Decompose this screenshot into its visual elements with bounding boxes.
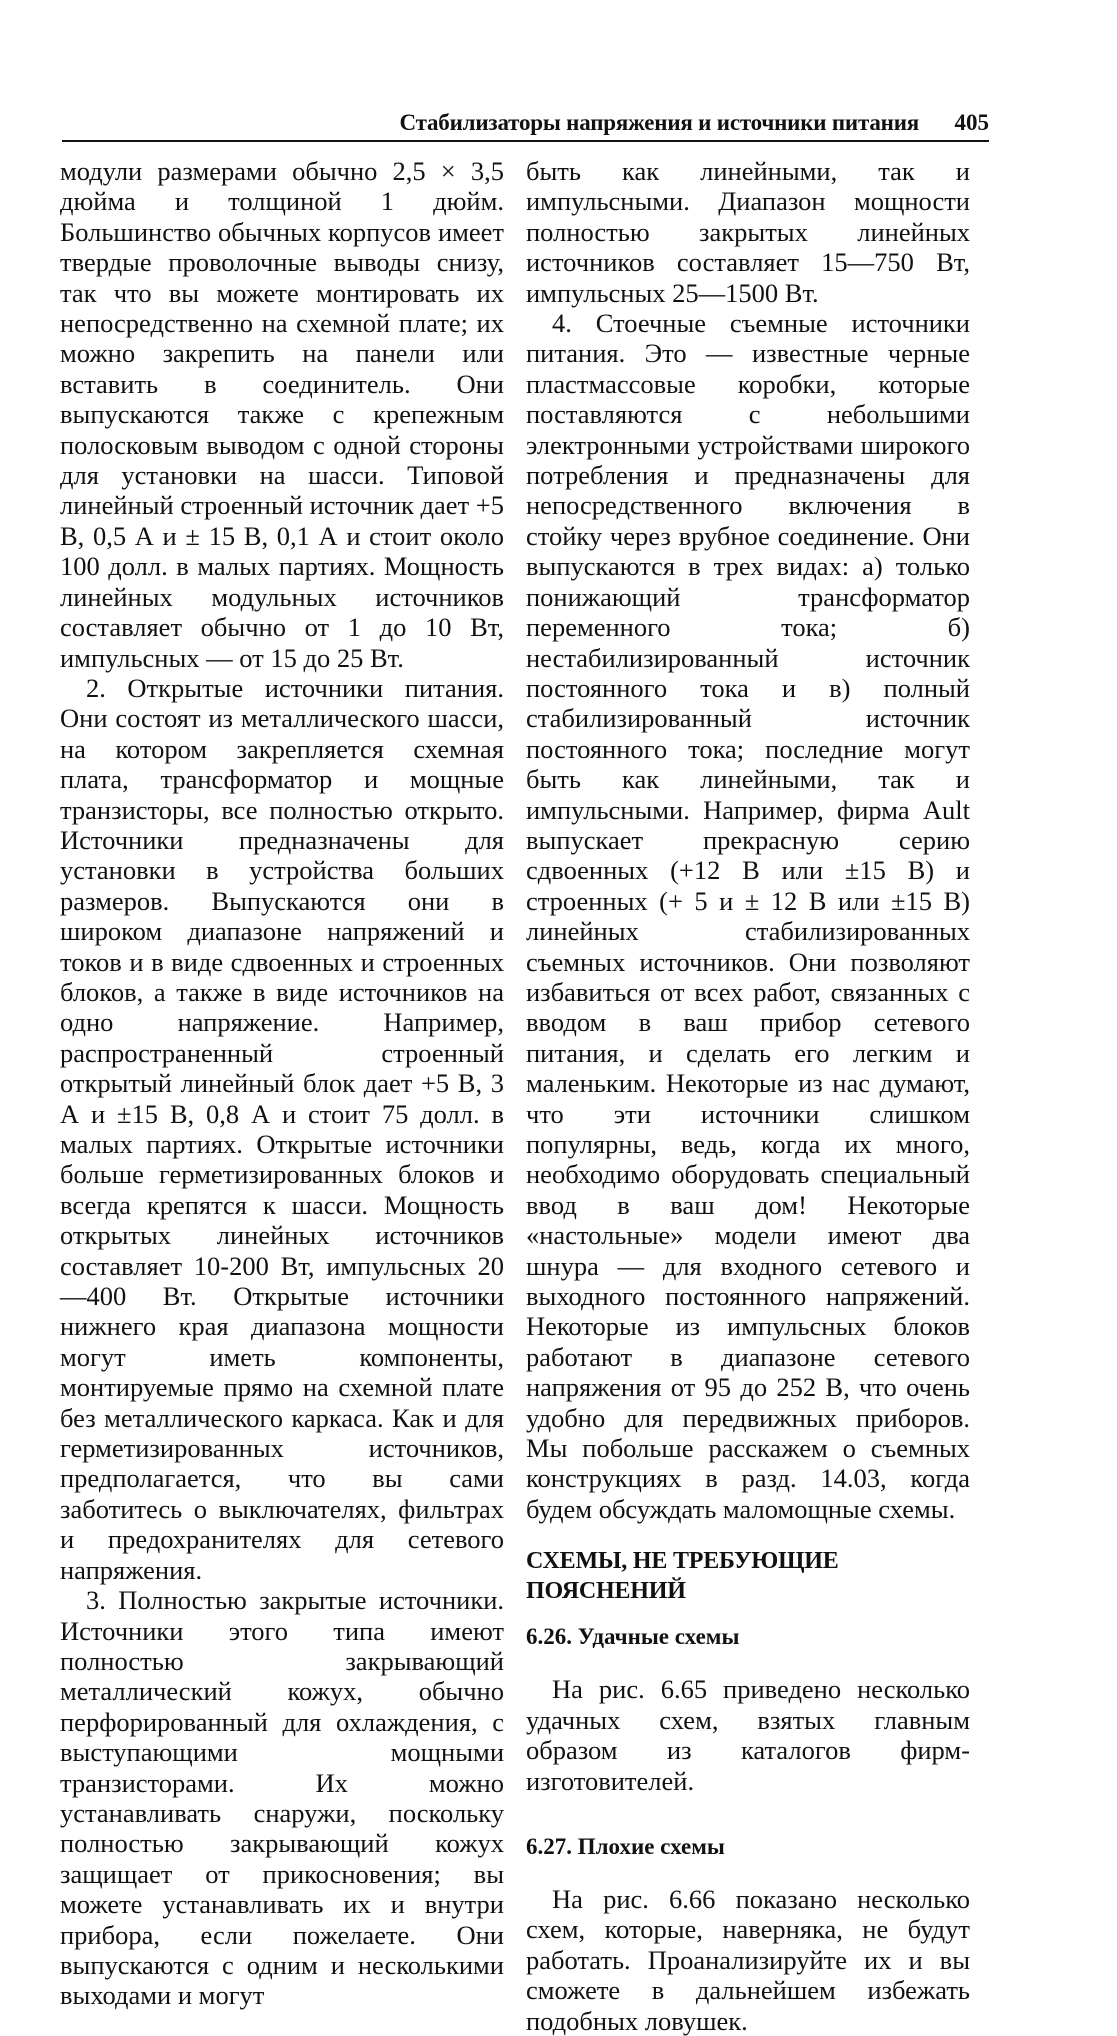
right-column bbox=[526, 156, 970, 2036]
paragraph-good-circuits: На рис. 6.65 приведено несколько удачных схем, взятых главным образом из каталогов фирм-изготовителей. bbox=[526, 1674, 970, 1796]
paragraph-enclosed-continued: быть как линейными, так и импульсными. Диапазон мощности полностью закрытых линейных источников составляет 15—750 Вт, импульсных 25—1500 Вт. bbox=[526, 156, 970, 308]
running-head bbox=[62, 108, 989, 142]
subsection-heading-good-circuits: 6.26. Удачные схемы bbox=[526, 1624, 740, 1650]
section-heading: СХЕМЫ, НЕ ТРЕБУЮЩИЕ ПОЯСНЕНИЙ bbox=[526, 1548, 839, 1605]
spacer bbox=[526, 1796, 970, 1816]
paragraph-modules-continued: модули размерами обычно 2,5 × 3,5 дюйма и толщиной 1 дюйм. Большинство обычных корпусов имеет твердые проволочные выводы снизу, так что вы можете монтировать их непосредственно на схемной плате; их можно закрепить на панели или вставить в соединитель. Они выпускаются также с крепежным полосковым выводом с одной стороны для установки на шасси. Типовой линейный строенный источник дает +5 В, 0,5 А и ± 15 В, 0,1 А и стоит около 100 долл. в малых партиях. Мощность линейных модульных источников составляет обычно от 1 до 10 Вт, импульсных — от 15 до 25 Вт. bbox=[60, 156, 504, 673]
left-column bbox=[60, 156, 504, 2011]
page-number: 405 bbox=[954, 110, 989, 135]
running-title: Стабилизаторы напряжения и источники питания bbox=[399, 110, 919, 135]
paragraph-wall-plug-supplies: 4. Стоечные съемные источники питания. Это — известные черные пластмассовые коробки, которые поставляются с небольшими электронными устройствами широкого потребления и предназначены для непосредственного включения в стойку через врубное соединение. Они выпускаются в трех видах: а) только понижающий трансформатор переменного тока; б) нестабилизированный источник постоянного тока и в) полный стабилизированный источник постоянного тока; последние могут быть как линейными, так и импульсными. Например, фирма Ault выпускает прекрасную серию сдвоенных (+12 В или ±15 В) и строенных (+ 5 и ± 12 В или ±15 В) линейных стабилизированных съемных источников. Они позволяют избавиться от всех работ, связанных с вводом в ваш прибор сетевого питания, и сделать его легким и маленьким. Некоторые из нас думают, что эти источники слишком популярны, ведь, когда их много, необходимо оборудовать специальный ввод в ваш дом! Некоторые «настольные» модели имеют два шнура — для входного сетевого и выходного постоянного напряжений. Некоторые из импульсных блоков работают в диапазоне сетевого напряжения от 95 до 252 В, что очень удобно для передвижных приборов. Мы побольше расскажем о съемных конструкциях в разд. 14.03, когда будем обсуждать маломощные схемы. bbox=[526, 308, 970, 1524]
paragraph-open-supplies: 2. Открытые источники питания. Они состоят из металлического шасси, на котором закрепляется схемная плата, трансформатор и мощные транзисторы, все полностью открыто. Источники предназначены для установки в устройства больших размеров. Выпускаются они в широком диапазоне напряжений и токов и в виде сдвоенных и строенных блоков, а также в виде источников на одно напряжение. Например, распространенный строенный открытый линейный блок дает +5 В, 3 А и ±15 В, 0,8 А и стоит 75 долл. в малых партиях. Открытые источники больше герметизированных блоков и всегда крепятся к шасси. Мощность открытых линейных источников составляет 10-200 Вт, импульсных 20—400 Вт. Открытые источники нижнего края диапазона мощности могут иметь компоненты, монтируемые прямо на схемной плате без металлического каркаса. Как и для герметизированных источников, предполагается, что вы сами заботитесь о выключателях, фильтрах и предохранителях для сетевого напряжения. bbox=[60, 672, 504, 1585]
paragraph-bad-circuits: На рис. 6.66 показано несколько схем, которые, наверняка, не будут работать. Проанализируйте их и вы сможете в дальнейшем избежать подобных ловушек. bbox=[526, 1883, 970, 2036]
subsection-heading-bad-circuits: 6.27. Плохие схемы bbox=[526, 1833, 725, 1859]
paragraph-enclosed-supplies: 3. Полностью закрытые источники. Источники этого типа имеют полностью закрывающий металлический кожух, обычно перфорированный для охлаждения, с выступающими мощными транзисторами. Их можно устанавливать снаружи, поскольку полностью закрывающий кожух защищает от прикосновения; вы можете устанавливать их и внутри прибора, если пожелаете. Они выпускаются с одним и несколькими выходами и могут bbox=[60, 1585, 504, 2011]
